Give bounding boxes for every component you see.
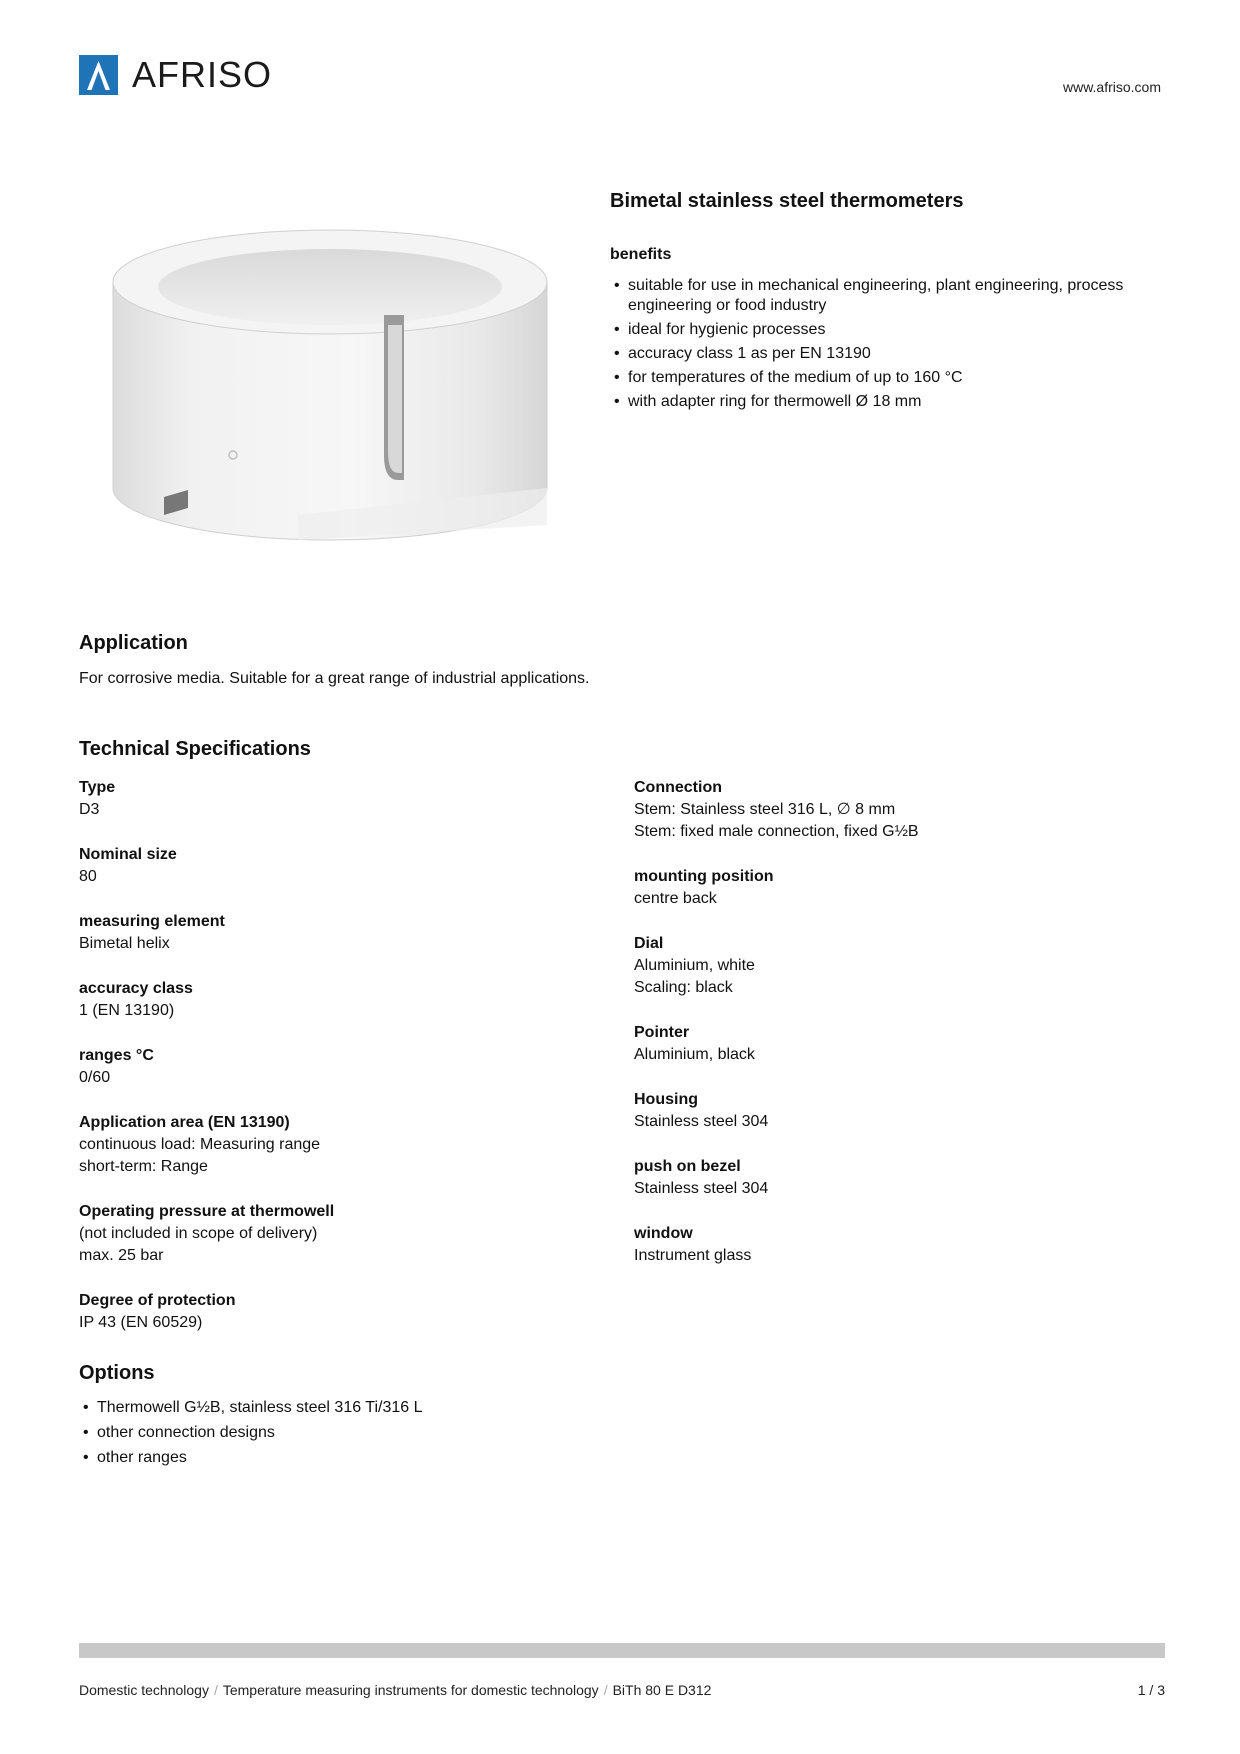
spec-ranges — [79, 1045, 599, 1089]
spec-value: centre back — [634, 890, 717, 907]
brand-logo — [79, 55, 272, 95]
spec-nominal-size — [79, 844, 599, 888]
breadcrumb-item[interactable]: Domestic technology — [79, 1682, 209, 1698]
benefit-item: • ideal for hygienic processes — [614, 320, 1174, 340]
spec-operating-pressure — [79, 1201, 599, 1267]
spec-value: 0/60 — [79, 1069, 111, 1086]
option-item: • other connection designs — [83, 1422, 423, 1444]
spec-application-area — [79, 1112, 599, 1178]
website-link[interactable]: www.afriso.com — [1062, 79, 1161, 95]
benefit-item: • for temperatures of the medium of up to 160 °C — [614, 368, 1174, 388]
benefits-heading: benefits — [610, 246, 672, 263]
spec-value: Stem: Stainless steel 316 L, ∅ 8 mm — [634, 801, 896, 818]
spec-label: Dial — [634, 935, 664, 952]
spec-label: accuracy class — [79, 980, 193, 997]
spec-label: Operating pressure at thermowell — [79, 1203, 335, 1220]
spec-label: Pointer — [634, 1024, 690, 1041]
options-heading: Options — [79, 1362, 155, 1384]
spec-label: mounting position — [634, 868, 774, 885]
brand-name: AFRISO — [132, 54, 273, 95]
spec-window — [634, 1223, 1154, 1267]
spec-value: Stainless steel 304 — [634, 1180, 769, 1197]
benefit-item: • with adapter ring for thermowell Ø 18 mm — [614, 392, 1174, 412]
spec-value: continuous load: Measuring range — [79, 1136, 321, 1153]
spec-value: Aluminium, black — [634, 1046, 755, 1063]
option-item: • other ranges — [83, 1447, 423, 1469]
spec-value: IP 43 (EN 60529) — [79, 1314, 203, 1331]
spec-type — [79, 777, 599, 821]
spec-value: short-term: Range — [79, 1158, 208, 1175]
application-text: For corrosive media. Suitable for a great range of industrial applications. — [79, 670, 590, 687]
spec-value: Instrument glass — [634, 1247, 752, 1264]
product-title: Bimetal stainless steel thermometers — [610, 190, 964, 212]
spec-column-left — [79, 777, 599, 1357]
spec-value: 80 — [79, 868, 97, 885]
afriso-logo-icon — [79, 55, 118, 95]
spec-label: Type — [79, 779, 116, 796]
spec-value: 1 (EN 13190) — [79, 1002, 175, 1019]
spec-bezel — [634, 1156, 1154, 1200]
benefits-list — [614, 276, 1174, 416]
spec-measuring-element — [79, 911, 599, 955]
spec-label: ranges °C — [79, 1047, 154, 1064]
options-list — [83, 1397, 423, 1472]
spec-value: (not included in scope of delivery) — [79, 1225, 318, 1242]
page-number: 1 / 3 — [1137, 1682, 1165, 1698]
tech-spec-heading: Technical Specifications — [79, 738, 311, 760]
spec-value: Bimetal helix — [79, 935, 170, 952]
product-image — [100, 225, 560, 555]
spec-value: D3 — [79, 801, 100, 818]
spec-column-right — [634, 777, 1154, 1290]
spec-connection — [634, 777, 1154, 843]
spec-value: Scaling: black — [634, 979, 733, 996]
spec-label: Nominal size — [79, 846, 177, 863]
spec-label: Connection — [634, 779, 722, 796]
benefit-item: • accuracy class 1 as per EN 13190 — [614, 344, 1174, 364]
spec-label: Degree of protection — [79, 1292, 236, 1309]
breadcrumb-item: BiTh 80 E D312 — [612, 1682, 712, 1698]
breadcrumb-item[interactable]: Temperature measuring instruments for domestic technology — [222, 1682, 599, 1698]
spec-dial — [634, 933, 1154, 999]
footer-divider — [79, 1643, 1165, 1658]
option-item: • Thermowell G½B, stainless steel 316 Ti/316 L — [83, 1397, 423, 1419]
spec-label: Application area (EN 13190) — [79, 1114, 290, 1131]
spec-value: max. 25 bar — [79, 1247, 164, 1264]
breadcrumb-separator: / — [603, 1682, 608, 1698]
spec-label: window — [634, 1225, 693, 1242]
breadcrumb-separator: / — [213, 1682, 218, 1698]
spec-degree-of-protection — [79, 1290, 599, 1334]
spec-value: Aluminium, white — [634, 957, 755, 974]
spec-value: Stem: fixed male connection, fixed G½B — [634, 823, 919, 840]
spec-pointer — [634, 1022, 1154, 1066]
spec-value: Stainless steel 304 — [634, 1113, 769, 1130]
spec-accuracy-class — [79, 978, 599, 1022]
spec-mounting-position — [634, 866, 1154, 910]
spec-label: measuring element — [79, 913, 225, 930]
breadcrumb — [79, 1682, 711, 1698]
spec-label: Housing — [634, 1091, 698, 1108]
spec-label: push on bezel — [634, 1158, 741, 1175]
spec-housing — [634, 1089, 1154, 1133]
benefit-item: • suitable for use in mechanical engineering, plant engineering, process engineering or food industry — [614, 276, 1174, 316]
application-heading: Application — [79, 632, 188, 654]
